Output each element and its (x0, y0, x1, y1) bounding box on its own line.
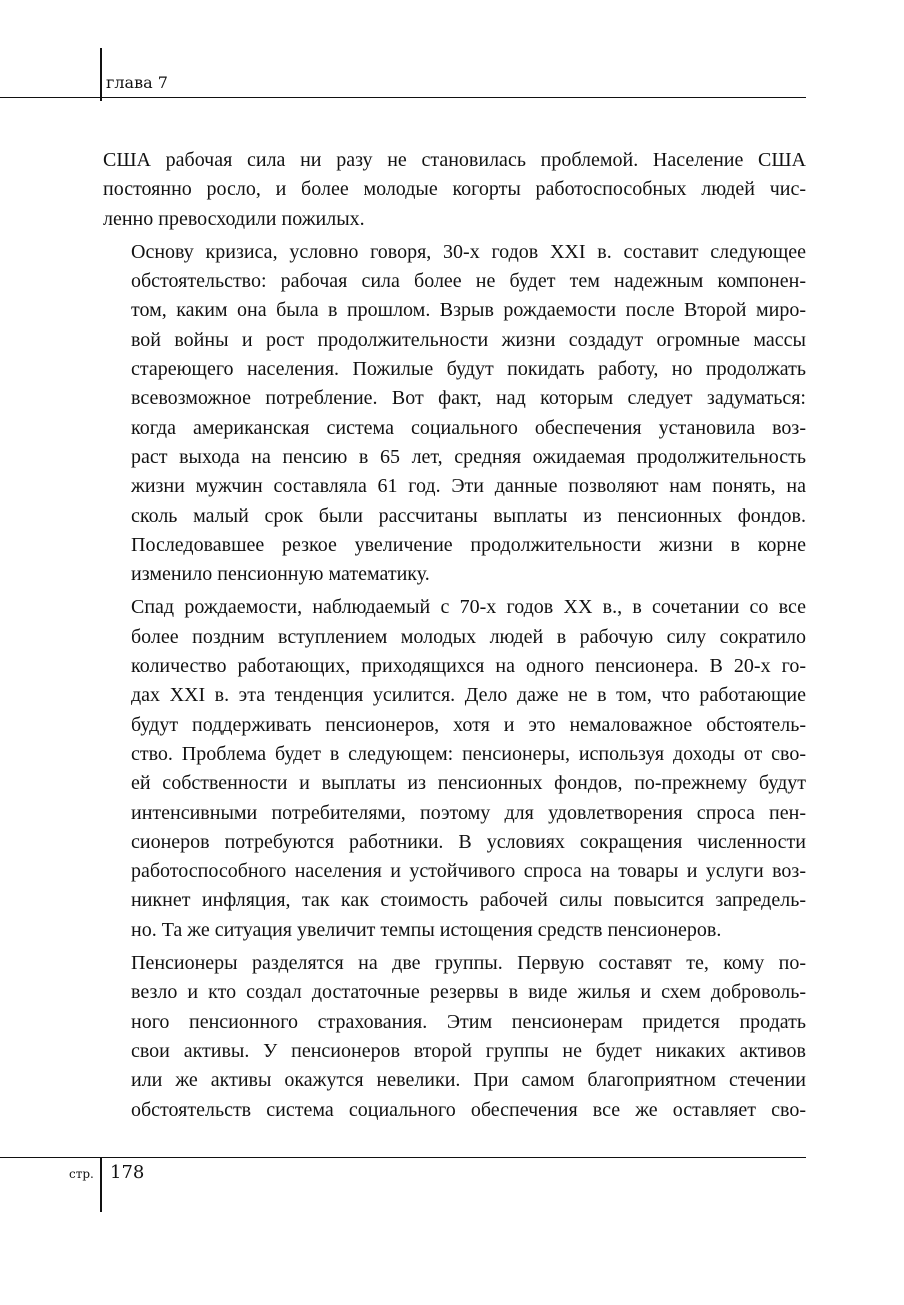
text-line: сколь малый срок были рассчитаны выплаты из пенсионных фондов. (131, 504, 806, 527)
text-line: раст выхода на пенсию в 65 лет, средняя ожидаемая продолжительность (131, 445, 806, 468)
text-line: Спад рождаемости, наблюдаемый с 70-х годов XX в., в сочетании со все (131, 596, 806, 619)
text-line: обстоятельств система социального обеспечения все же оставляет сво- (131, 1098, 806, 1121)
text-line: жизни мужчин составляла 61 год. Эти данные позволяют нам понять, на (131, 475, 806, 498)
paragraph (103, 949, 806, 1125)
text-line: ство. Проблема будет в следующем: пенсионеры, используя доходы от сво- (131, 742, 806, 765)
text-line: том, каким она была в прошлом. Взрыв рождаемости после Второй миро- (131, 299, 806, 322)
text-line: но. Та же ситуация увеличит темпы истощения средств пенсионеров. (131, 918, 722, 941)
text-line: работоспособного населения и устойчивого спроса на товары и услуги воз- (131, 860, 806, 883)
text-line: обстоятельство: рабочая сила более не будет тем надежным компонен- (131, 270, 806, 293)
text-line: более поздним вступлением молодых людей в рабочую силу сократило (131, 625, 806, 648)
text-line: количество работающих, приходящихся на одного пенсионера. В 20-х го- (131, 655, 806, 678)
text-line: когда американская система социального обеспечения установила воз- (131, 416, 806, 439)
body-text (103, 146, 806, 1129)
text-line: свои активы. У пенсионеров второй группы не будет никаких активов (131, 1039, 806, 1062)
text-line: Основу кризиса, условно говоря, 30-х годов XXI в. составит следующее (131, 240, 806, 263)
text-line: вой войны и рост продолжительности жизни создадут огромные массы (131, 328, 806, 351)
text-line: никнет инфляция, так как стоимость рабочей силы повысится запредель- (131, 889, 806, 912)
chapter-label: глава 7 (106, 73, 168, 92)
paragraph (103, 146, 806, 234)
text-line: или же активы окажутся невелики. При самом благоприятном стечении (131, 1069, 806, 1092)
text-line: изменило пенсионную математику. (131, 563, 430, 586)
footer-vertical-rule (100, 1157, 102, 1212)
text-line: ленно превосходили пожилых. (103, 207, 365, 230)
text-line: дах XXI в. эта тенденция усилится. Дело даже не в том, что работающие (131, 684, 806, 707)
text-line: будут поддерживать пенсионеров, хотя и это немаловажное обстоятель- (131, 713, 806, 736)
text-line: постоянно росло, и более молодые когорты работоспособных людей чис- (103, 178, 806, 201)
page-number: 178 (110, 1162, 145, 1183)
text-line: интенсивными потребителями, поэтому для удовлетворения спроса пен- (131, 801, 806, 824)
text-line: стареющего населения. Пожилые будут покидать работу, но продолжать (131, 358, 806, 381)
footer-horizontal-rule (0, 1157, 806, 1158)
text-line: США рабочая сила ни разу не становилась проблемой. Население США (103, 149, 806, 171)
text-line: везло и кто создал достаточные резервы в виде жилья и схем доброволь- (131, 981, 806, 1004)
text-line: всевозможное потребление. Вот факт, над которым следует задуматься: (131, 387, 806, 410)
paragraph (103, 593, 806, 945)
paragraph (103, 238, 806, 590)
text-line: Последовавшее резкое увеличение продолжительности жизни в корне (131, 533, 806, 556)
header-horizontal-rule (0, 97, 806, 98)
page-prefix: стр. (69, 1167, 94, 1181)
text-line: сионеров потребуются работники. В условиях сокращения численности (131, 830, 806, 853)
header-vertical-rule (100, 48, 102, 101)
text-line: ного пенсионного страхования. Этим пенсионерам придется продать (131, 1010, 806, 1033)
text-line: ей собственности и выплаты из пенсионных фондов, по-прежнему будут (131, 772, 806, 795)
text-line: Пенсионеры разделятся на две группы. Первую составят те, кому по- (131, 952, 806, 975)
